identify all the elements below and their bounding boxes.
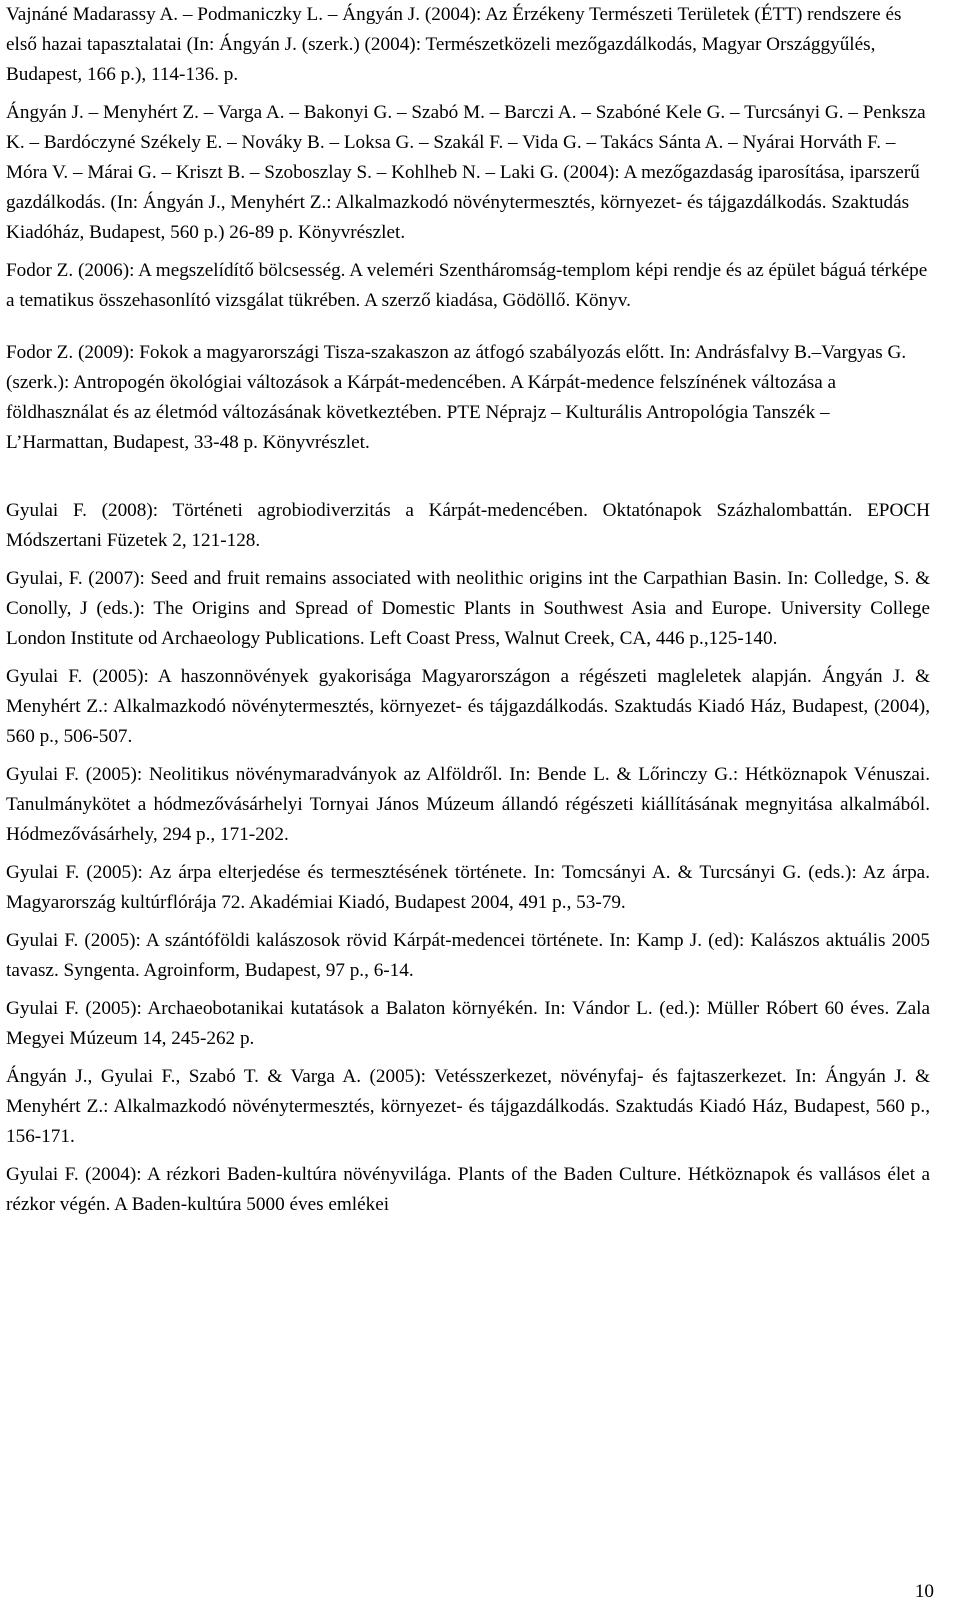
reference-entry: Gyulai, F. (2007): Seed and fruit remains associated with neolithic origins int the Carpathian Basin. In: Colledge, S. & Conolly, J (eds.): The Origins and Spread of Domestic Plants in Southwest Asia and Europe. University College London Institute od Archaeology Publications. Left Coast Press, Walnut Creek, CA, 446 p.,125-140. bbox=[6, 568, 930, 649]
reference-entry: Gyulai F. (2005): A szántóföldi kalászosok rövid Kárpát-medencei története. In: Kamp J. (ed): Kalászos aktuális 2005 tavasz. Syngenta. Agroinform, Budapest, 97 p., 6-14. bbox=[6, 930, 930, 981]
reference-entry: Gyulai F. (2005): Neolitikus növénymaradványok az Alföldről. In: Bende L. & Lőrinczy G.: Hétköznapok Vénuszai. Tanulmánykötet a hódmezővásárhelyi Tornyai János Múzeum állandó régészeti kiállításának megnyitása alkalmából. Hódmezővásárhely, 294 p., 171-202. bbox=[6, 764, 930, 845]
reference-entry: Ángyán J. – Menyhért Z. – Varga A. – Bakonyi G. – Szabó M. – Barczi A. – Szabóné Kele G. – Turcsányi G. – Penksza K. – Bardóczyné Székely E. – Nováky B. – Loksa G. – Szakál F. – Vida G. – Takács Sánta A. – Nyárai Horváth F. – Móra V. – Márai G. – Kriszt B. – Szoboszlay S. – Kohlheb N. – Laki G. (2004): A mezőgazdaság iparosítása, iparszerű gazdálkodás. (In: Ángyán J., Menyhért Z.: Alkalmazkodó növénytermesztés, környezet- és tájgazdálkodás. Szaktudás Kiadóház, Budapest, 560 p.) 26-89 p. Könyvrészlet. bbox=[6, 102, 926, 243]
reference-entry: Vajnáné Madarassy A. – Podmaniczky L. – Ángyán J. (2004): Az Érzékeny Természeti Területek (ÉTT) rendszere és első hazai tapasztalatai (In: Ángyán J. (szerk.) (2004): Természetközeli mezőgazdálkodás, Magyar Országgyűlés, Budapest, 166 p.), 114-136. p. bbox=[6, 4, 902, 85]
reference-entry: Gyulai F. (2005): Archaeobotanikai kutatások a Balaton környékén. In: Vándor L. (ed.): Müller Róbert 60 éves. Zala Megyei Múzeum 14, 245-262 p. bbox=[6, 998, 930, 1049]
reference-entry: Gyulai F. (2004): A rézkori Baden-kultúra növényvilága. Plants of the Baden Culture. Hétköznapok és vallásos élet a rézkor végén. A Baden-kultúra 5000 éves emlékei bbox=[6, 1164, 930, 1215]
reference-entry: Fodor Z. (2009): Fokok a magyarországi Tisza-szakaszon az átfogó szabályozás előtt. In: Andrásfalvy B.–Vargyas G. (szerk.): Antropogén ökológiai változások a Kárpát-medencében. A Kárpát-medence felszínének változása a földhasználat és az életmód változásának következtében. PTE Néprajz – Kulturális Antropológia Tanszék – L’Harmattan, Budapest, 33-48 p. Könyvrészlet. bbox=[6, 342, 907, 453]
reference-entry: Fodor Z. (2006): A megszelídítő bölcsesség. A veleméri Szentháromság-templom képi rendje és az épület báguá térképe a tematikus összehasonlító vizsgálat tükrében. A szerző kiadása, Gödöllő. Könyv. bbox=[6, 260, 928, 311]
reference-list bbox=[6, 0, 930, 1220]
reference-entry: Gyulai F. (2005): A haszonnövények gyakorisága Magyarországon a régészeti magleletek alapján. Ángyán J. & Menyhért Z.: Alkalmazkodó növénytermesztés, környezet- és tájgazdálkodás. Szaktudás Kiadó Ház, Budapest, (2004), 560 p., 506-507. bbox=[6, 666, 930, 747]
page-number: 10 bbox=[914, 1581, 934, 1602]
reference-entry: Gyulai F. (2008): Történeti agrobiodiverzitás a Kárpát-medencében. Oktatónapok Százhalombattán. EPOCH Módszertani Füzetek 2, 121-128. bbox=[6, 500, 930, 551]
reference-entry: Gyulai F. (2005): Az árpa elterjedése és termesztésének története. In: Tomcsányi A. & Turcsányi G. (eds.): Az árpa. Magyarország kultúrflórája 72. Akadémiai Kiadó, Budapest 2004, 491 p., 53-79. bbox=[6, 862, 930, 913]
reference-entry: Ángyán J., Gyulai F., Szabó T. & Varga A. (2005): Vetésszerkezet, növényfaj- és fajtaszerkezet. In: Ángyán J. & Menyhért Z.: Alkalmazkodó növénytermesztés, környezet- és tájgazdálkodás. Szaktudás Kiadó Ház, Budapest, 560 p., 156-171. bbox=[6, 1066, 930, 1147]
